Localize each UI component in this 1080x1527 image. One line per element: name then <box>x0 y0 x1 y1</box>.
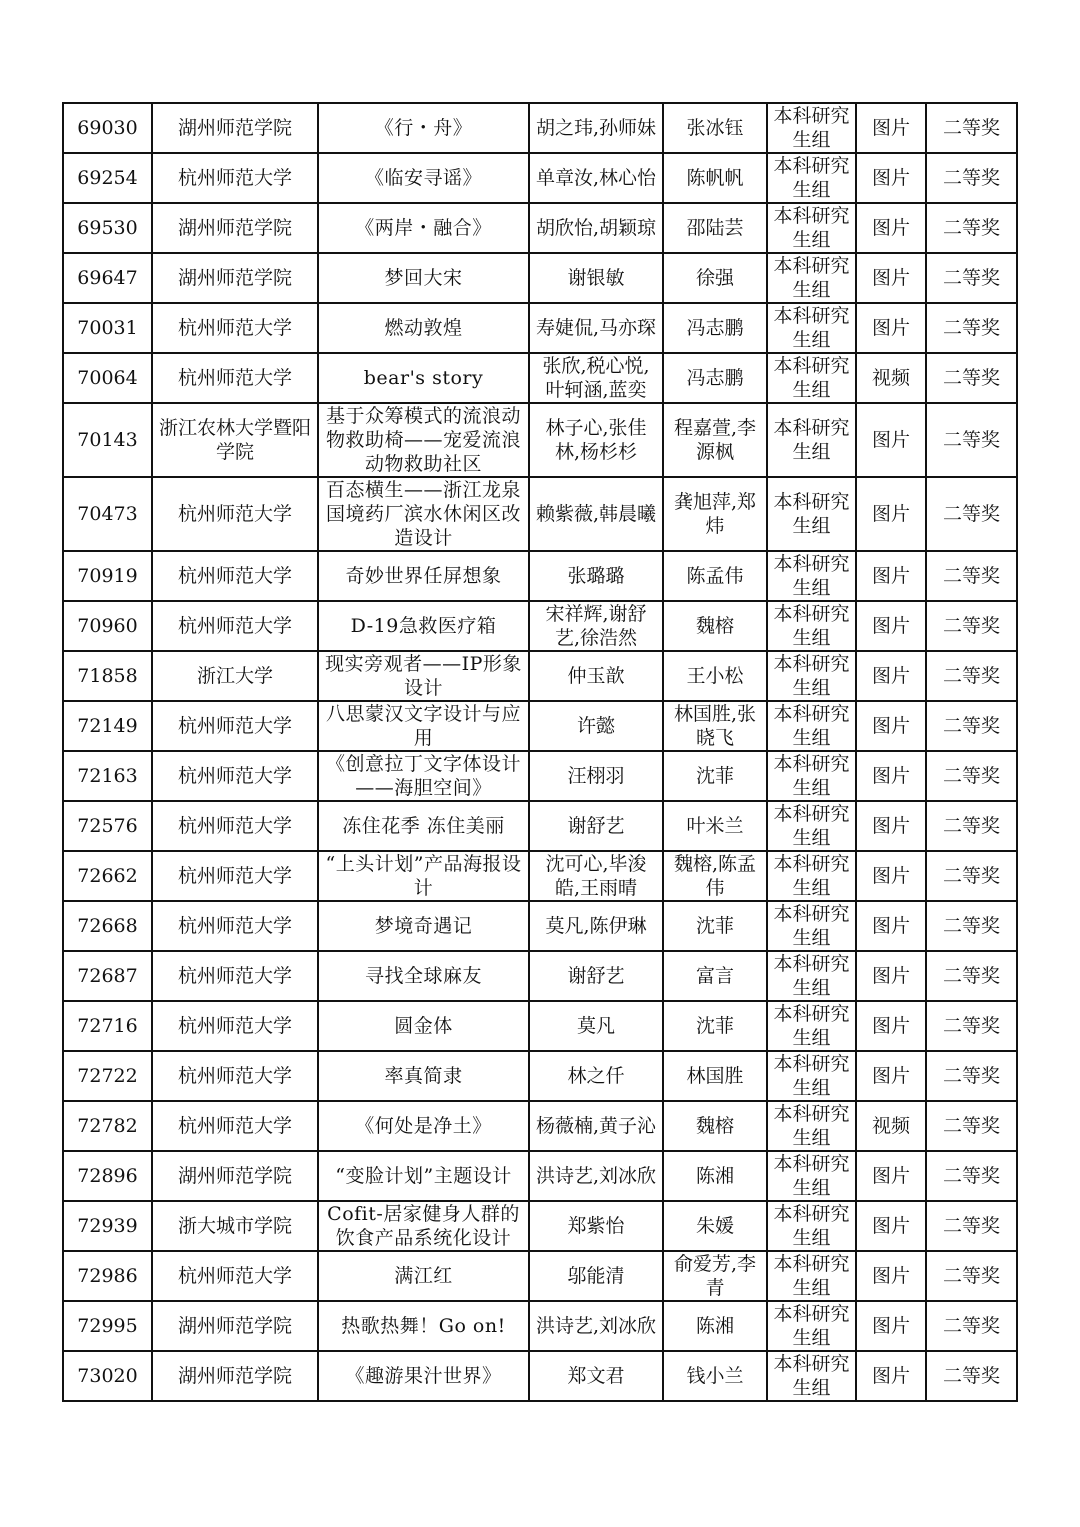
advisors: 林国胜,张晓飞 <box>663 701 767 751</box>
advisors: 陈湘 <box>663 1151 767 1201</box>
work-type: 图片 <box>856 477 926 551</box>
advisors: 魏榕 <box>663 1101 767 1151</box>
group: 本科研究生组 <box>767 1151 856 1201</box>
group: 本科研究生组 <box>767 751 856 801</box>
award-level: 二等奖 <box>926 851 1017 901</box>
advisors: 富言 <box>663 951 767 1001</box>
authors: 洪诗艺,刘冰欣 <box>529 1151 663 1201</box>
group: 本科研究生组 <box>767 253 856 303</box>
work-type: 图片 <box>856 153 926 203</box>
work-id: 72687 <box>63 951 152 1001</box>
group: 本科研究生组 <box>767 1001 856 1051</box>
work-type: 视频 <box>856 353 926 403</box>
group: 本科研究生组 <box>767 203 856 253</box>
advisors: 沈菲 <box>663 1001 767 1051</box>
work-type: 图片 <box>856 1351 926 1401</box>
award-level: 二等奖 <box>926 403 1017 477</box>
school-name: 杭州师范大学 <box>152 1051 318 1101</box>
group: 本科研究生组 <box>767 153 856 203</box>
authors: 郑紫怡 <box>529 1201 663 1251</box>
award-level: 二等奖 <box>926 303 1017 353</box>
table-row <box>63 701 1017 751</box>
school-name: 杭州师范大学 <box>152 751 318 801</box>
school-name: 湖州师范学院 <box>152 1351 318 1401</box>
school-name: 浙江农林大学暨阳学院 <box>152 403 318 477</box>
work-id: 72782 <box>63 1101 152 1151</box>
school-name: 杭州师范大学 <box>152 303 318 353</box>
award-level: 二等奖 <box>926 353 1017 403</box>
work-id: 72986 <box>63 1251 152 1301</box>
work-id: 72939 <box>63 1201 152 1251</box>
advisors: 冯志鹏 <box>663 353 767 403</box>
school-name: 杭州师范大学 <box>152 951 318 1001</box>
school-name: 杭州师范大学 <box>152 1001 318 1051</box>
work-type: 图片 <box>856 1051 926 1101</box>
work-type: 图片 <box>856 103 926 153</box>
table-row <box>63 601 1017 651</box>
table-row <box>63 1251 1017 1301</box>
authors: 谢银敏 <box>529 253 663 303</box>
table-row <box>63 1051 1017 1101</box>
group: 本科研究生组 <box>767 801 856 851</box>
school-name: 杭州师范大学 <box>152 701 318 751</box>
group: 本科研究生组 <box>767 701 856 751</box>
advisors: 叶米兰 <box>663 801 767 851</box>
award-level: 二等奖 <box>926 901 1017 951</box>
advisors: 魏榕,陈孟伟 <box>663 851 767 901</box>
advisors: 钱小兰 <box>663 1351 767 1401</box>
work-id: 72668 <box>63 901 152 951</box>
authors: 莫凡,陈伊琳 <box>529 901 663 951</box>
table-row <box>63 403 1017 477</box>
group: 本科研究生组 <box>767 1201 856 1251</box>
table-row <box>63 1351 1017 1401</box>
group: 本科研究生组 <box>767 403 856 477</box>
work-title: 满江红 <box>318 1251 529 1301</box>
school-name: 浙大城市学院 <box>152 1201 318 1251</box>
authors: 胡欣怡,胡颖琼 <box>529 203 663 253</box>
school-name: 杭州师范大学 <box>152 551 318 601</box>
work-type: 视频 <box>856 1101 926 1151</box>
advisors: 魏榕 <box>663 601 767 651</box>
group: 本科研究生组 <box>767 601 856 651</box>
table-row <box>63 153 1017 203</box>
work-title: D-19急救医疗箱 <box>318 601 529 651</box>
award-level: 二等奖 <box>926 103 1017 153</box>
award-level: 二等奖 <box>926 1251 1017 1301</box>
group: 本科研究生组 <box>767 951 856 1001</box>
work-type: 图片 <box>856 701 926 751</box>
authors: 张璐璐 <box>529 551 663 601</box>
school-name: 湖州师范学院 <box>152 1151 318 1201</box>
work-id: 72722 <box>63 1051 152 1101</box>
award-level: 二等奖 <box>926 1301 1017 1351</box>
work-title: 率真简隶 <box>318 1051 529 1101</box>
group: 本科研究生组 <box>767 353 856 403</box>
school-name: 湖州师范学院 <box>152 203 318 253</box>
school-name: 杭州师范大学 <box>152 477 318 551</box>
group: 本科研究生组 <box>767 551 856 601</box>
work-id: 72163 <box>63 751 152 801</box>
advisors: 龚旭萍,郑炜 <box>663 477 767 551</box>
work-id: 69254 <box>63 153 152 203</box>
authors: 寿婕侃,马亦琛 <box>529 303 663 353</box>
group: 本科研究生组 <box>767 1101 856 1151</box>
work-id: 72576 <box>63 801 152 851</box>
work-id: 69647 <box>63 253 152 303</box>
table-row <box>63 253 1017 303</box>
award-level: 二等奖 <box>926 701 1017 751</box>
school-name: 杭州师范大学 <box>152 1101 318 1151</box>
work-id: 72662 <box>63 851 152 901</box>
school-name: 浙江大学 <box>152 651 318 701</box>
work-type: 图片 <box>856 1151 926 1201</box>
authors: 单章汝,林心怡 <box>529 153 663 203</box>
advisors: 陈湘 <box>663 1301 767 1351</box>
work-id: 69030 <box>63 103 152 153</box>
table-row <box>63 1301 1017 1351</box>
advisors: 林国胜 <box>663 1051 767 1101</box>
authors: 谢舒艺 <box>529 951 663 1001</box>
table-row <box>63 353 1017 403</box>
authors: 莫凡 <box>529 1001 663 1051</box>
authors: 仲玉歆 <box>529 651 663 701</box>
authors: 林子心,张佳林,杨杉杉 <box>529 403 663 477</box>
work-id: 70473 <box>63 477 152 551</box>
award-level: 二等奖 <box>926 1101 1017 1151</box>
school-name: 杭州师范大学 <box>152 1251 318 1301</box>
work-id: 70919 <box>63 551 152 601</box>
work-title: 八思蒙汉文字设计与应用 <box>318 701 529 751</box>
work-type: 图片 <box>856 203 926 253</box>
work-title: “上头计划”产品海报设计 <box>318 851 529 901</box>
work-id: 72716 <box>63 1001 152 1051</box>
work-type: 图片 <box>856 851 926 901</box>
authors: 林之仟 <box>529 1051 663 1101</box>
work-type: 图片 <box>856 901 926 951</box>
school-name: 杭州师范大学 <box>152 601 318 651</box>
table-row <box>63 551 1017 601</box>
work-type: 图片 <box>856 951 926 1001</box>
advisors: 朱媛 <box>663 1201 767 1251</box>
work-id: 70064 <box>63 353 152 403</box>
work-id: 72995 <box>63 1301 152 1351</box>
authors: 胡之玮,孙师妹 <box>529 103 663 153</box>
work-type: 图片 <box>856 1001 926 1051</box>
work-title: 现实旁观者——IP形象设计 <box>318 651 529 701</box>
award-level: 二等奖 <box>926 1351 1017 1401</box>
school-name: 杭州师范大学 <box>152 851 318 901</box>
work-title: 热歌热舞！Go on! <box>318 1301 529 1351</box>
group: 本科研究生组 <box>767 103 856 153</box>
advisors: 陈孟伟 <box>663 551 767 601</box>
work-id: 73020 <box>63 1351 152 1401</box>
school-name: 杭州师范大学 <box>152 801 318 851</box>
school-name: 湖州师范学院 <box>152 1301 318 1351</box>
authors: 谢舒艺 <box>529 801 663 851</box>
table-row <box>63 751 1017 801</box>
authors: 杨薇楠,黄子沁 <box>529 1101 663 1151</box>
work-title: Cofit-居家健身人群的饮食产品系统化设计 <box>318 1201 529 1251</box>
work-type: 图片 <box>856 403 926 477</box>
advisors: 程嘉萱,李源枫 <box>663 403 767 477</box>
work-title: 《两岸・融合》 <box>318 203 529 253</box>
work-title: 奇妙世界任屏想象 <box>318 551 529 601</box>
work-title: 燃动敦煌 <box>318 303 529 353</box>
award-list-page <box>62 102 1018 1402</box>
school-name: 湖州师范学院 <box>152 253 318 303</box>
authors: 沈可心,毕浚皓,王雨晴 <box>529 851 663 901</box>
group: 本科研究生组 <box>767 1251 856 1301</box>
work-id: 72896 <box>63 1151 152 1201</box>
table-row <box>63 951 1017 1001</box>
work-title: 百态横生——浙江龙泉国境药厂滨水休闲区改造设计 <box>318 477 529 551</box>
table-row <box>63 901 1017 951</box>
work-id: 70031 <box>63 303 152 353</box>
award-level: 二等奖 <box>926 651 1017 701</box>
advisors: 俞爱芳,李青 <box>663 1251 767 1301</box>
work-id: 70143 <box>63 403 152 477</box>
table-row <box>63 801 1017 851</box>
school-name: 湖州师范学院 <box>152 103 318 153</box>
group: 本科研究生组 <box>767 1351 856 1401</box>
group: 本科研究生组 <box>767 1301 856 1351</box>
table-row <box>63 1151 1017 1201</box>
work-title: “变脸计划”主题设计 <box>318 1151 529 1201</box>
group: 本科研究生组 <box>767 851 856 901</box>
award-level: 二等奖 <box>926 1151 1017 1201</box>
table-row <box>63 1001 1017 1051</box>
authors: 郑文君 <box>529 1351 663 1401</box>
table-row <box>63 477 1017 551</box>
work-title: 梦境奇遇记 <box>318 901 529 951</box>
work-type: 图片 <box>856 651 926 701</box>
work-title: 《创意拉丁文字体设计——海胆空间》 <box>318 751 529 801</box>
award-level: 二等奖 <box>926 1201 1017 1251</box>
work-title: 梦回大宋 <box>318 253 529 303</box>
authors: 宋祥辉,谢舒艺,徐浩然 <box>529 601 663 651</box>
work-id: 71858 <box>63 651 152 701</box>
work-type: 图片 <box>856 1251 926 1301</box>
award-level: 二等奖 <box>926 751 1017 801</box>
authors: 许懿 <box>529 701 663 751</box>
table-row <box>63 1101 1017 1151</box>
table-row <box>63 203 1017 253</box>
work-type: 图片 <box>856 551 926 601</box>
advisors: 沈菲 <box>663 901 767 951</box>
work-type: 图片 <box>856 801 926 851</box>
authors: 张欣,税心悦,叶轲涵,蓝奕 <box>529 353 663 403</box>
advisors: 邵陆芸 <box>663 203 767 253</box>
work-id: 70960 <box>63 601 152 651</box>
work-type: 图片 <box>856 601 926 651</box>
authors: 洪诗艺,刘冰欣 <box>529 1301 663 1351</box>
award-level: 二等奖 <box>926 1051 1017 1101</box>
award-table <box>62 102 1018 1402</box>
table-row <box>63 103 1017 153</box>
group: 本科研究生组 <box>767 303 856 353</box>
award-level: 二等奖 <box>926 801 1017 851</box>
group: 本科研究生组 <box>767 1051 856 1101</box>
work-type: 图片 <box>856 303 926 353</box>
award-level: 二等奖 <box>926 253 1017 303</box>
work-type: 图片 <box>856 751 926 801</box>
advisors: 王小松 <box>663 651 767 701</box>
award-level: 二等奖 <box>926 601 1017 651</box>
work-title: 《行・舟》 <box>318 103 529 153</box>
award-level: 二等奖 <box>926 951 1017 1001</box>
table-row <box>63 851 1017 901</box>
work-title: 基于众筹模式的流浪动物救助椅——宠爱流浪动物救助社区 <box>318 403 529 477</box>
work-id: 69530 <box>63 203 152 253</box>
award-level: 二等奖 <box>926 477 1017 551</box>
work-title: 《趣游果汁世界》 <box>318 1351 529 1401</box>
award-level: 二等奖 <box>926 551 1017 601</box>
work-type: 图片 <box>856 1201 926 1251</box>
table-row <box>63 651 1017 701</box>
advisors: 陈帆帆 <box>663 153 767 203</box>
work-title: 圆金体 <box>318 1001 529 1051</box>
authors: 赖紫薇,韩晨曦 <box>529 477 663 551</box>
work-title: bear's story <box>318 353 529 403</box>
group: 本科研究生组 <box>767 901 856 951</box>
advisors: 张冰钰 <box>663 103 767 153</box>
school-name: 杭州师范大学 <box>152 353 318 403</box>
school-name: 杭州师范大学 <box>152 901 318 951</box>
work-type: 图片 <box>856 1301 926 1351</box>
school-name: 杭州师范大学 <box>152 153 318 203</box>
work-id: 72149 <box>63 701 152 751</box>
work-title: 寻找全球麻友 <box>318 951 529 1001</box>
award-level: 二等奖 <box>926 1001 1017 1051</box>
work-type: 图片 <box>856 253 926 303</box>
authors: 邬能清 <box>529 1251 663 1301</box>
work-title: 《临安寻谣》 <box>318 153 529 203</box>
group: 本科研究生组 <box>767 477 856 551</box>
work-title: 冻住花季 冻住美丽 <box>318 801 529 851</box>
work-title: 《何处是净土》 <box>318 1101 529 1151</box>
award-level: 二等奖 <box>926 153 1017 203</box>
table-row <box>63 1201 1017 1251</box>
award-level: 二等奖 <box>926 203 1017 253</box>
authors: 汪栩羽 <box>529 751 663 801</box>
advisors: 冯志鹏 <box>663 303 767 353</box>
advisors: 沈菲 <box>663 751 767 801</box>
group: 本科研究生组 <box>767 651 856 701</box>
table-row <box>63 303 1017 353</box>
advisors: 徐强 <box>663 253 767 303</box>
